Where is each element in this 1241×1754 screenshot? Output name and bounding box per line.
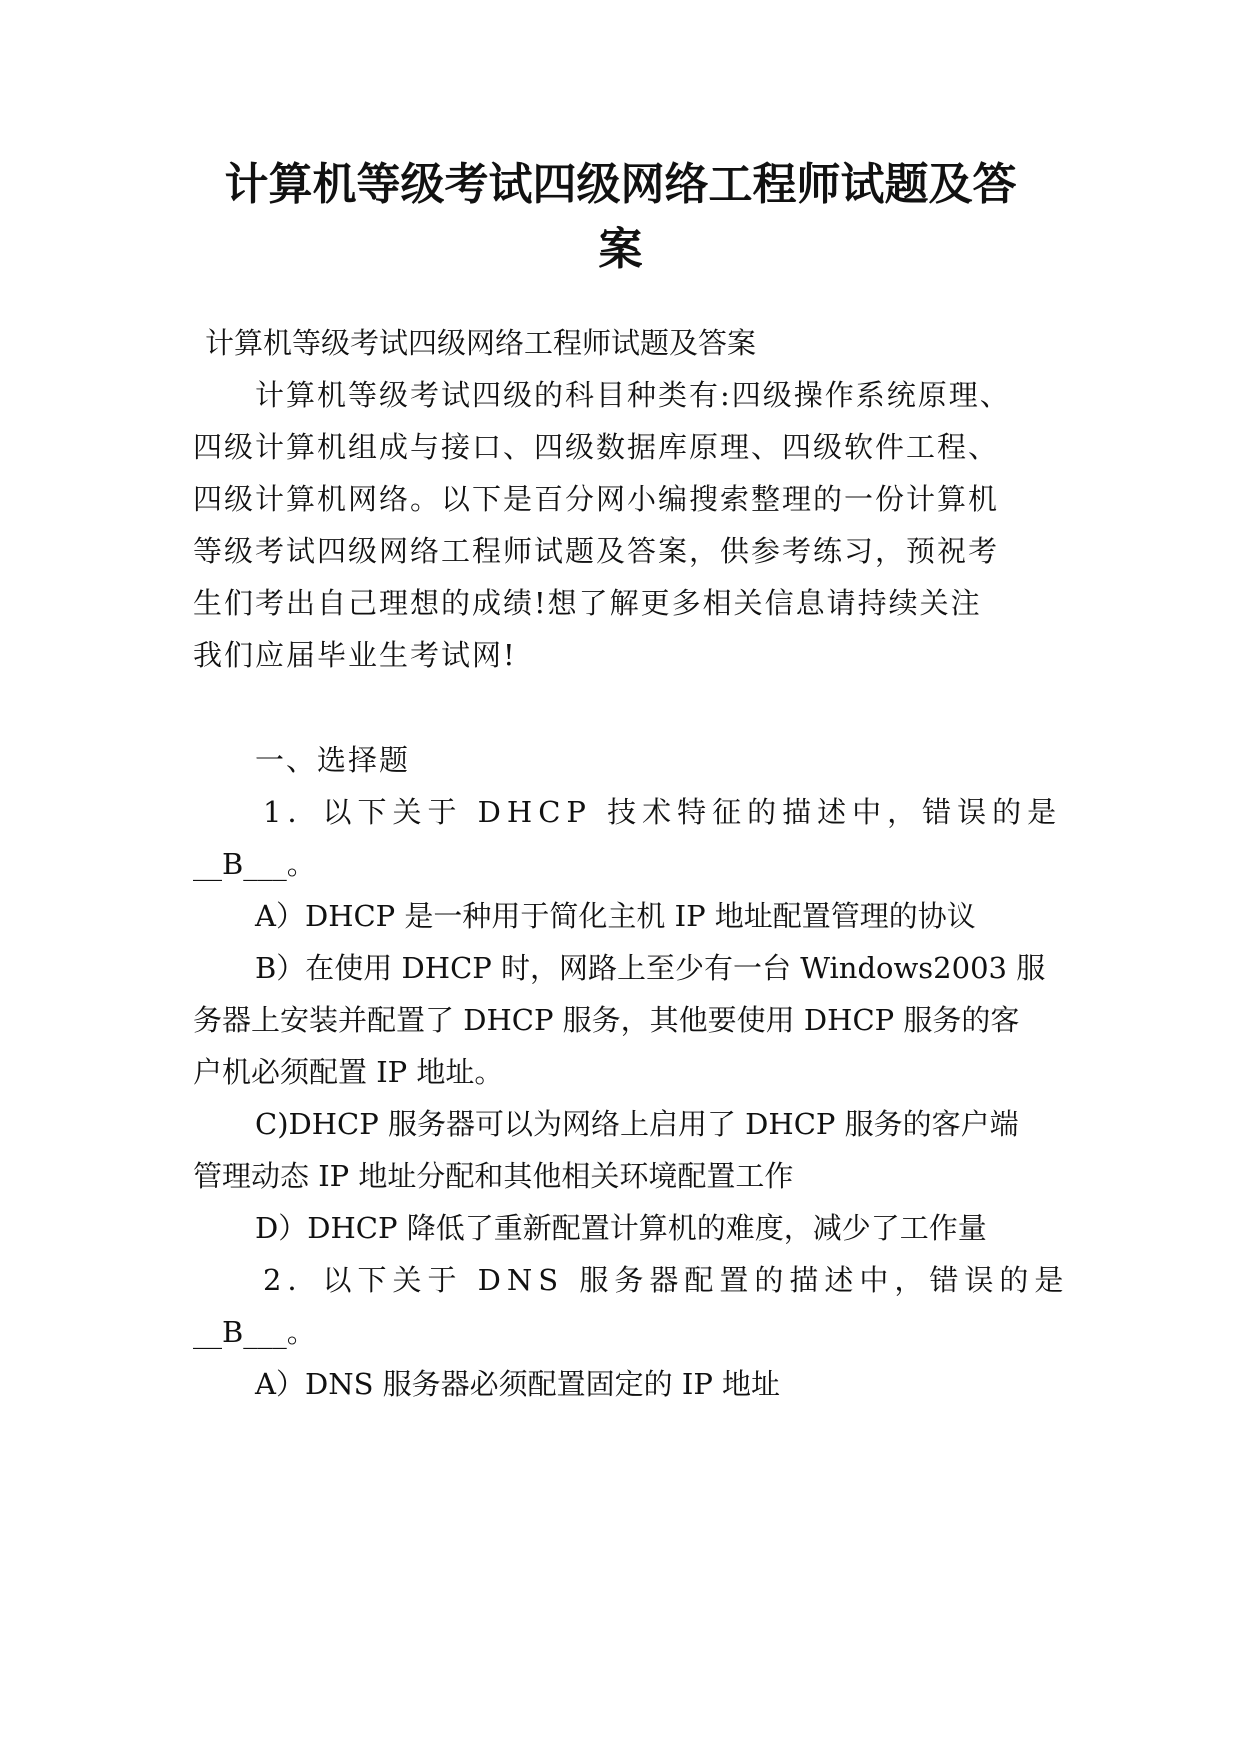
document-title-line1: 计算机等级考试四级网络工程师试题及答 — [224, 159, 1017, 210]
q1-option-b-line3: 户机必须配置 IP 地址。 — [193, 1055, 504, 1089]
intro-line-1: 计算机等级考试四级的科目种类有:四级操作系统原理、 — [255, 378, 1011, 412]
q1-option-c-line1: C)DHCP 服务器可以为网络上启用了 DHCP 服务的客户端 — [255, 1107, 1019, 1141]
intro-line-2: 四级计算机组成与接口、四级数据库原理、四级软件工程、 — [193, 430, 1000, 464]
q1-option-d: D）DHCP 降低了重新配置计算机的难度，减少了工作量 — [255, 1211, 987, 1245]
q1-option-b-line2: 务器上安装并配置了 DHCP 服务，其他要使用 DHCP 服务的客 — [193, 1003, 1020, 1037]
q1-option-b-line1: B）在使用 DHCP 时，网路上至少有一台 Windows2003 服 — [255, 951, 1046, 985]
document-subtitle: 计算机等级考试四级网络工程师试题及答案 — [205, 326, 757, 360]
section-heading: 一、选择题 — [255, 743, 411, 777]
q2-stem-line2: __B___。 — [193, 1315, 316, 1349]
intro-line-3: 四级计算机网络。以下是百分网小编搜索整理的一份计算机 — [193, 482, 1000, 516]
intro-line-5: 生们考出自己理想的成绩!想了解更多相关信息请持续关注 — [193, 586, 982, 620]
q1-stem-line2: __B___。 — [193, 847, 316, 881]
intro-line-4: 等级考试四级网络工程师试题及答案，供参考练习，预祝考 — [193, 534, 1000, 568]
document-title-line2: 案 — [598, 224, 643, 275]
q2-stem-line1: 2．以下关于 DNS 服务器配置的描述中，错误的是 — [263, 1263, 1070, 1297]
q1-stem-line1: 1．以下关于 DHCP 技术特征的描述中，错误的是 — [263, 795, 1063, 829]
q2-option-a: A）DNS 服务器必须配置固定的 IP 地址 — [255, 1367, 781, 1401]
q1-option-a: A）DHCP 是一种用于简化主机 IP 地址配置管理的协议 — [255, 899, 976, 933]
q1-option-c-line2: 管理动态 IP 地址分配和其他相关环境配置工作 — [193, 1159, 794, 1193]
intro-line-6: 我们应届毕业生考试网! — [193, 638, 517, 672]
